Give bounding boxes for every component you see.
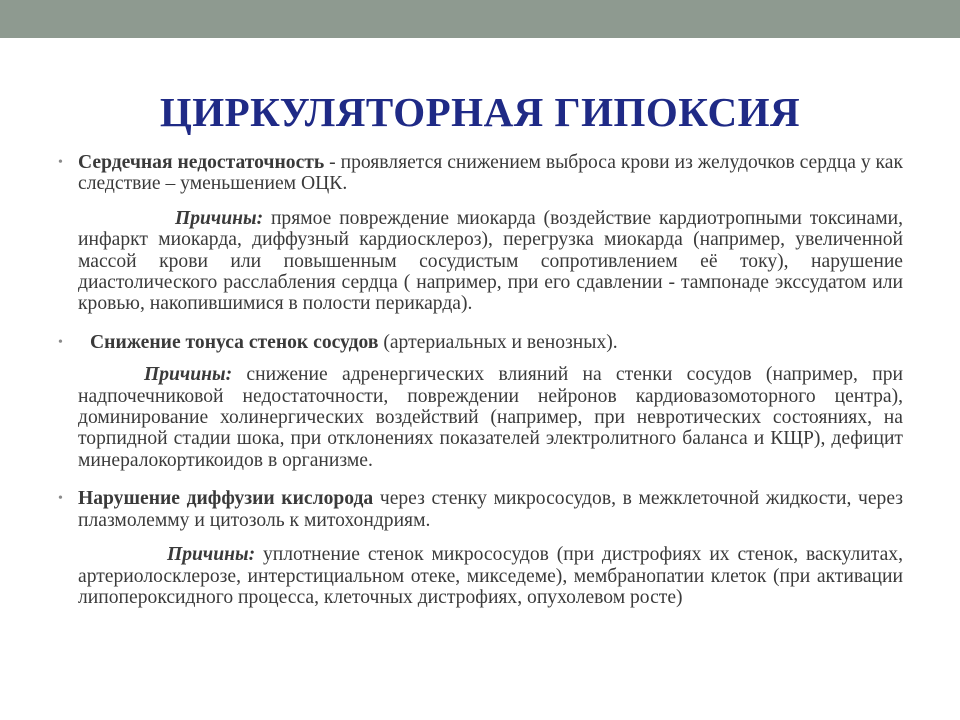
top-bar — [0, 0, 960, 38]
item-text: (артериальных и венозных). — [378, 331, 618, 353]
item-term: Нарушение диффузии кислорода — [78, 488, 374, 510]
item-causes — [78, 208, 903, 315]
causes-text: снижение адренергических влияний на стенки сосудов (например, при надпочечниковой недостаточности, повреждении нейронов кардиовазомоторного центра), доминирование холинергических воздействий (например, при невротических состояниях, на торпидной стадии шока, при отклонениях показателей электролитного баланса и КЩР), дефицит минералокортикоидов в организме. — [78, 364, 903, 471]
item-term: Снижение тонуса стенок сосудов — [90, 331, 379, 353]
item-paragraph — [78, 488, 903, 531]
item-paragraph — [78, 152, 903, 195]
list-item — [58, 152, 903, 315]
causes-label: Причины: — [167, 544, 256, 566]
causes-label: Причины: — [175, 207, 264, 229]
slide-content — [58, 152, 904, 608]
item-paragraph — [78, 332, 903, 353]
list-item — [58, 331, 903, 471]
bullet-icon: • — [58, 334, 63, 350]
slide-title: ЦИРКУЛЯТОРНАЯ ГИПОКСИЯ — [159, 89, 801, 135]
causes-text: уплотнение стенок микрососудов (при дистрофиях их стенок, васкулитах, артериолосклерозе, интерстициальном отеке, микседеме), мембранопатии клеток (при активации липопероксидного процесса, клеточных дистрофиях, опухолевом росте) — [78, 544, 903, 608]
causes-text: прямое повреждение миокарда (воздействие кардиотропными токсинами, инфаркт миокарда, диффузный кардиосклероз), перегрузка миокарда (например, увеличенной массой крови или повышенным сосудистым сопротивлением её току), нарушение диастолического расслабления сердца ( например, при его сдавлении - тампонаде экссудатом или кровью, накопившимися в полости перикарда). — [78, 207, 903, 315]
item-text: через стенку микрососудов, в межклеточной жидкости, через плазмолемму и цитозоль к митохондриям. — [78, 488, 904, 531]
item-causes — [78, 364, 903, 471]
list-item — [58, 488, 904, 608]
bullet-icon: • — [58, 155, 63, 170]
item-term: Сердечная недостаточность — [78, 152, 325, 173]
causes-label: Причины: — [144, 364, 233, 386]
bullet-icon: • — [58, 491, 63, 507]
item-causes — [78, 544, 903, 608]
item-text: - проявляется снижением выброса крови из желудочков сердца у как следствие – уменьшением ОЦК. — [78, 152, 903, 195]
